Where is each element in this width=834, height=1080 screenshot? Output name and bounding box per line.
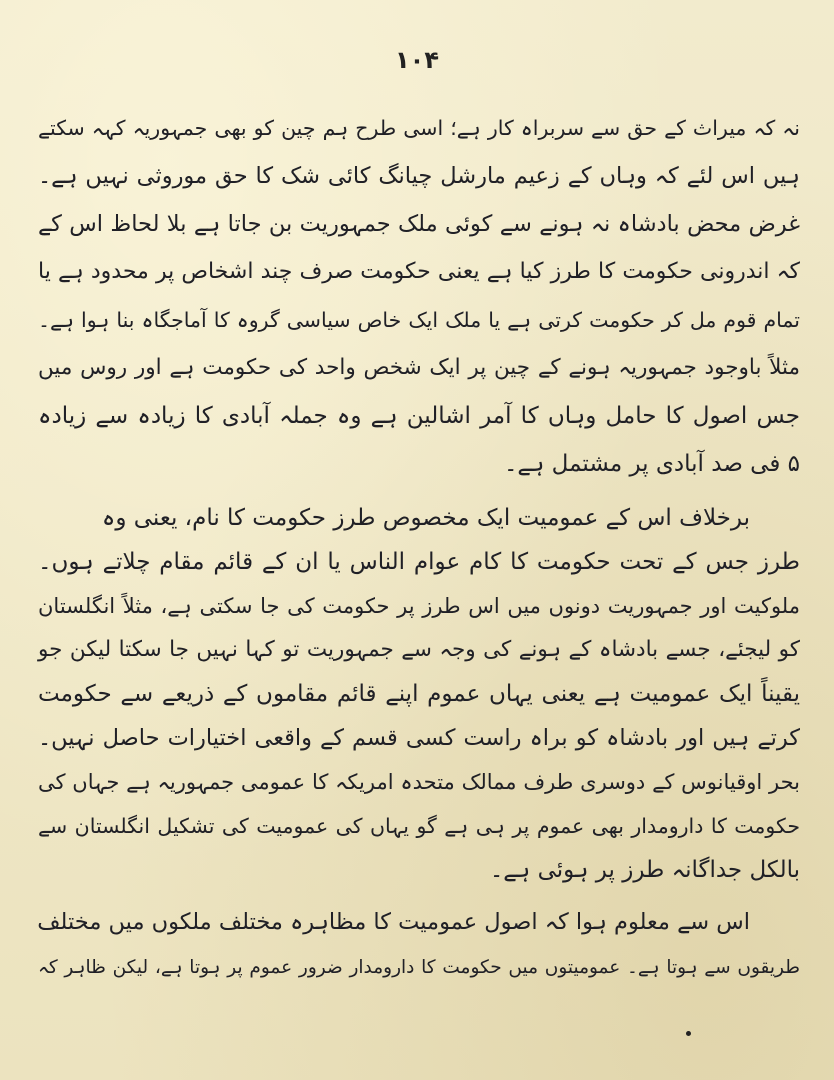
text-line: ملوکیت اور جمہوریت دونوں میں اس طرز پر حکومت کی جا سکتی ہے، مثلاً انگلستان (38, 594, 800, 618)
text-line: حکومت کا دارومدار بھی عموم پر ہی ہے گو یہاں کی عمومیت کی تشکیل انگلستان سے (38, 814, 800, 838)
text-line: یقیناً ایک عمومیت ہے یعنی یہاں عموم اپنے قائم مقاموں کے ذریعے سے حکومت (38, 681, 800, 707)
text-line: کرتے ہیں اور بادشاہ کو براہ راست کسی قسم کے واقعی اختیارات حاصل نہیں۔ (38, 725, 800, 751)
text-line: کہ اندرونی حکومت کا طرز کیا ہے یعنی حکومت صرف چند اشخاص پر محدود ہے یا (38, 259, 800, 284)
text-line: ہیں اس لئے کہ وہاں کے زعیم مارشل چیانگ کائی شک کا حق موروثی نہیں ہے۔ (38, 163, 800, 189)
text-line: طریقوں سے ہوتا ہے۔ عمومیتوں میں حکومت کا دارومدار ضرور عموم پر ہوتا ہے، لیکن ظاہر کہ (38, 957, 800, 978)
text-line: برخلاف اس کے عمومیت ایک مخصوص طرز حکومت کا نام، یعنی وہ (101, 505, 750, 531)
paragraph-1 (38, 104, 800, 494)
text-line: طرز جس کے تحت حکومت کا کام عوام الناس یا ان کے قائم مقام چلاتے ہوں۔ (38, 549, 800, 575)
text-line: تمام قوم مل کر حکومت کرتی ہے یا ملک ایک خاص سیاسی گروہ کا آماجگاہ بنا ہوا ہے۔ (38, 308, 800, 332)
text-line: نہ کہ میراث کے حق سے سربراہ کار ہے؛ اسی طرح ہم چین کو بھی جمہوریہ کہہ سکتے (38, 116, 800, 140)
text-line: جس اصول کا حامل وہاں کا آمر اشالین ہے وہ جملہ آبادی کا زیادہ سے زیادہ (38, 403, 800, 429)
ink-dot (686, 1031, 691, 1036)
text-line: غرض محض بادشاہ نہ ہونے سے کوئی ملک جمہوریت بن جاتا ہے بلا لحاظ اس کے (38, 211, 800, 237)
page-number: ۱۰۴ (395, 46, 439, 74)
text-line: اس سے معلوم ہوا کہ اصول عمومیت کا مظاہرہ مختلف ملکوں میں مختلف (37, 909, 750, 935)
paragraph-3 (38, 898, 800, 998)
text-line: مثلاً باوجود جمہوریہ ہونے کے چین پر ایک شخص واحد کی حکومت ہے اور روس میں (38, 355, 800, 380)
text-line: ۵ فی صد آبادی پر مشتمل ہے۔ (503, 451, 800, 477)
text-line: بالکل جداگانہ طرز پر ہوئی ہے۔ (489, 857, 800, 883)
paragraph-2 (38, 494, 800, 914)
text-line: بحر اوقیانوس کے دوسری طرف ممالک متحدہ امریکہ کا عمومی جمہوریہ ہے جہاں کی (38, 770, 800, 794)
text-line: کو لیجئے، جسے بادشاہ کے ہونے کی وجہ سے جمہوریت تو کہا نہیں جا سکتا لیکن جو (38, 637, 800, 662)
